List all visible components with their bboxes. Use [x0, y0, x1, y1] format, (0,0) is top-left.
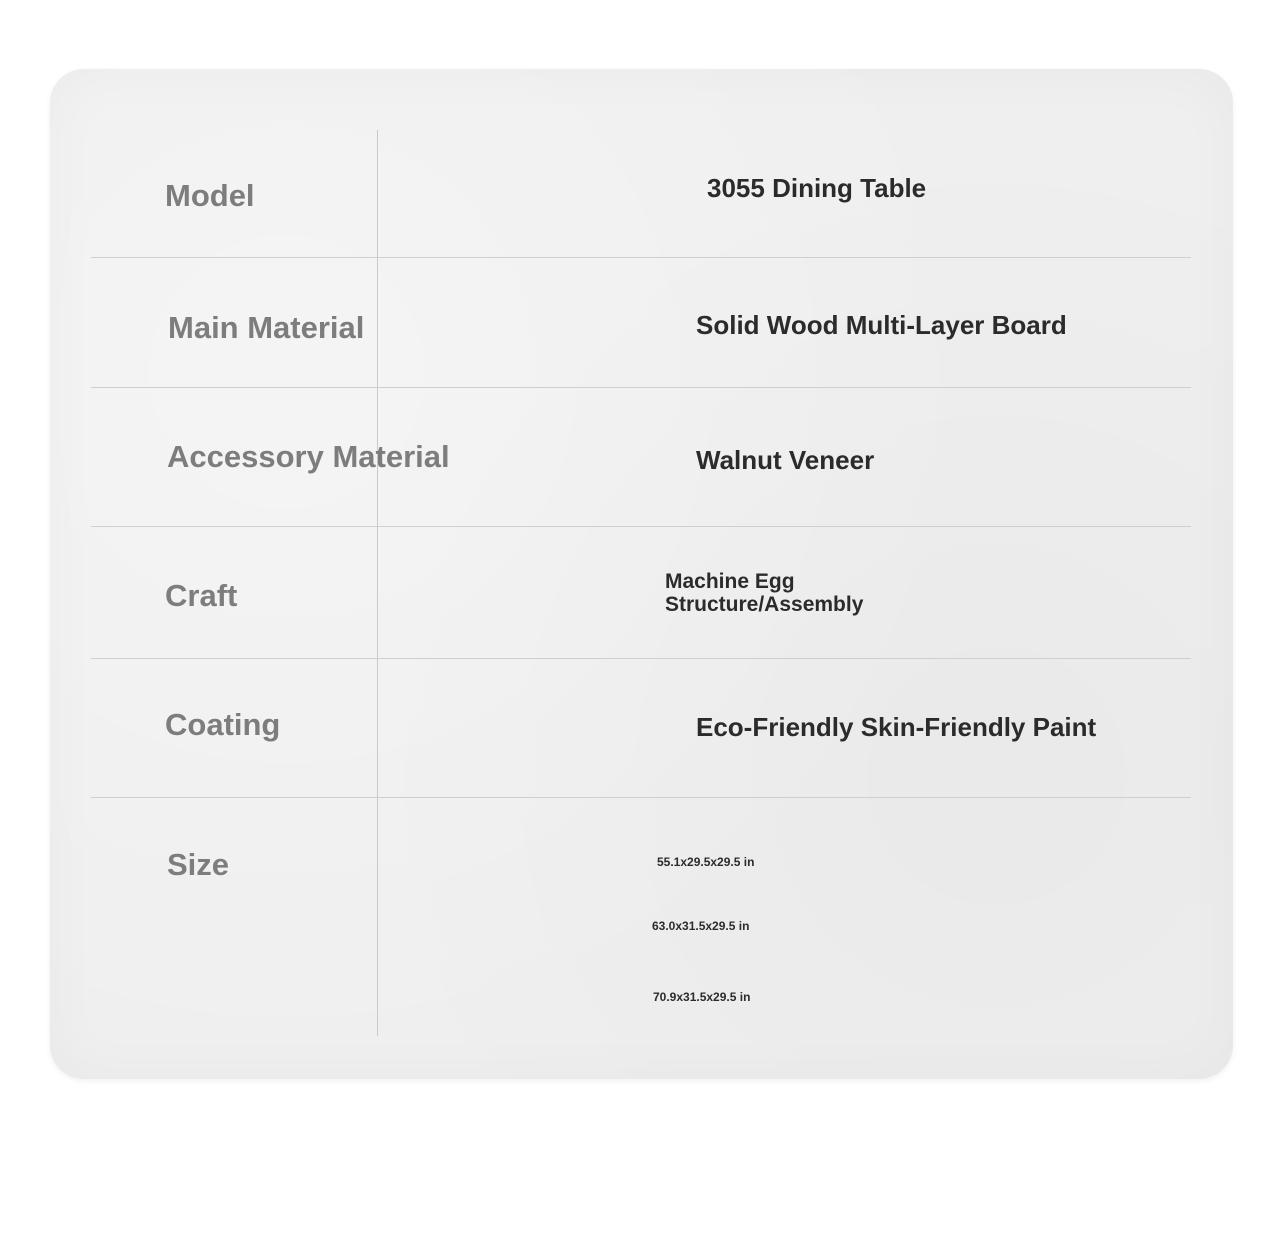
row-divider: [91, 526, 1191, 527]
row-divider: [91, 658, 1191, 659]
model-value: 3055 Dining Table: [707, 173, 927, 203]
craft-value-line: Structure/Assembly: [665, 593, 864, 616]
row-divider: [91, 387, 1191, 388]
coating-value: Eco-Friendly Skin-Friendly Paint: [696, 712, 1097, 742]
accessory-material-value: Walnut Veneer: [696, 445, 875, 475]
size-option: 63.0x31.5x29.5 in: [652, 919, 750, 933]
column-divider: [377, 130, 378, 1036]
row-divider: [91, 797, 1191, 798]
craft-value-line: Machine Egg: [665, 570, 795, 593]
craft-value: [665, 570, 905, 616]
main-material-label: Main Material: [168, 310, 365, 345]
row-divider: [91, 257, 1191, 258]
main-material-value: Solid Wood Multi-Layer Board: [696, 310, 1067, 340]
spec-card: [50, 69, 1233, 1079]
size-option: 55.1x29.5x29.5 in: [657, 855, 755, 869]
size-label: Size: [167, 847, 230, 882]
coating-label: Coating: [165, 707, 281, 742]
craft-label: Craft: [165, 578, 238, 613]
size-option: 70.9x31.5x29.5 in: [653, 990, 751, 1004]
model-label: Model: [165, 178, 255, 213]
accessory-material-label: Accessory Material: [167, 439, 450, 474]
